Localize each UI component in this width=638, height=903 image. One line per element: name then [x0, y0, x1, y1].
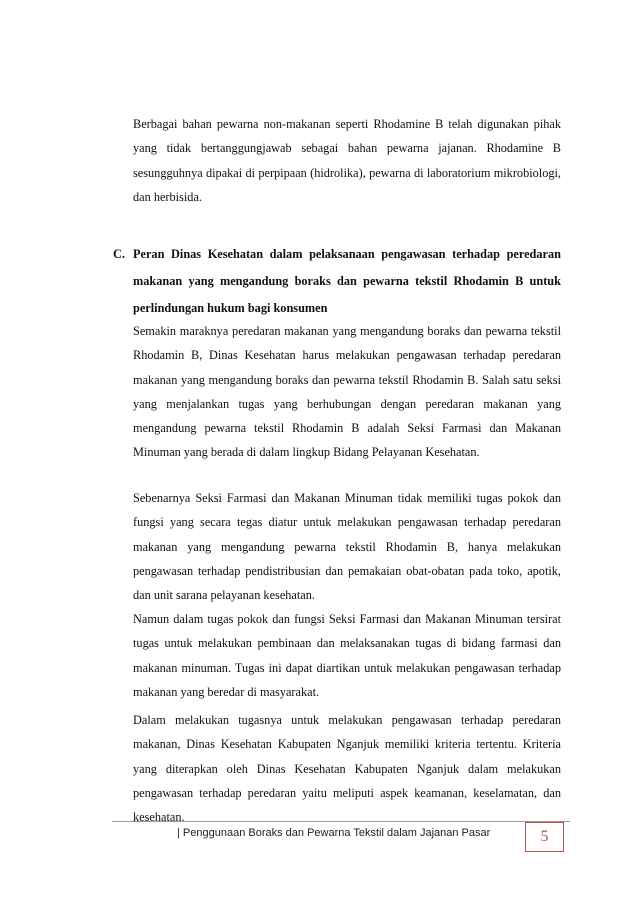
page-number: 5	[525, 822, 564, 852]
intro-paragraph: Berbagai bahan pewarna non-makanan seperti Rhodamine B telah digunakan pihak yang tidak bertanggungjawab sebagai bahan pewarna jajanan. Rhodamine B sesungguhnya dipakai di perpipaan (hidrolika), pewarna di laboratorium mikrobiologi, dan herbisida.	[133, 117, 561, 204]
footer-title: | Penggunaan Boraks dan Pewarna Tekstil dalam Jajanan Pasar	[177, 827, 491, 839]
body-paragraph-1: Semakin maraknya peredaran makanan yang mengandung boraks dan pewarna tekstil Rhodamin B, Dinas Kesehatan harus melakukan pengawasan terhadap peredaran makanan yang mengandung boraks dan pewarna tekstil Rhodamin B. Salah satu seksi yang menjalankan tugas yang berhubungan dengan peredaran makanan yang mengandung pewarna tekstil Rhodamin B adalah Seksi Farmasi dan Makanan Minuman yang berada di dalam lingkup Bidang Pelayanan Kesehatan.	[133, 324, 561, 460]
section-heading-text: Peran Dinas Kesehatan dalam pelaksanaan pengawasan terhadap peredaran makanan yang mengandung boraks dan pewarna tekstil Rhodamin B untuk perlindungan hukum bagi konsumen	[133, 247, 561, 315]
section-heading	[113, 241, 561, 322]
section-marker: C.	[113, 247, 125, 261]
body-paragraph-4: Dalam melakukan tugasnya untuk melakukan pengawasan terhadap peredaran makanan, Dinas Kesehatan Kabupaten Nganjuk memiliki kriteria tertentu. Kriteria yang diterapkan oleh Dinas Kesehatan Kabupaten Nganjuk dalam melakukan pengawasan terhadap peredaran yaitu meliputi aspek keamanan, keselamatan, dan kesehatan.	[133, 713, 561, 825]
body-paragraph-3: Namun dalam tugas pokok dan fungsi Seksi Farmasi dan Makanan Minuman tersirat tugas untuk melakukan pembinaan dan melaksanakan tugas di bidang farmasi dan makanan minuman. Tugas ini dapat diartikan untuk melakukan pengawasan terhadap makanan yang beredar di masyarakat.	[133, 612, 561, 699]
footer-divider	[112, 821, 570, 822]
body-paragraph-2: Sebenarnya Seksi Farmasi dan Makanan Minuman tidak memiliki tugas pokok dan fungsi yang secara tegas diatur untuk melakukan pengawasan terhadap peredaran makanan yang mengandung pewarna tekstil Rhodamin B, hanya melakukan pengawasan terhadap pendistribusian dan pemakaian obat-obatan pada toko, apotik, dan unit sarana pelayanan kesehatan.	[133, 491, 561, 603]
